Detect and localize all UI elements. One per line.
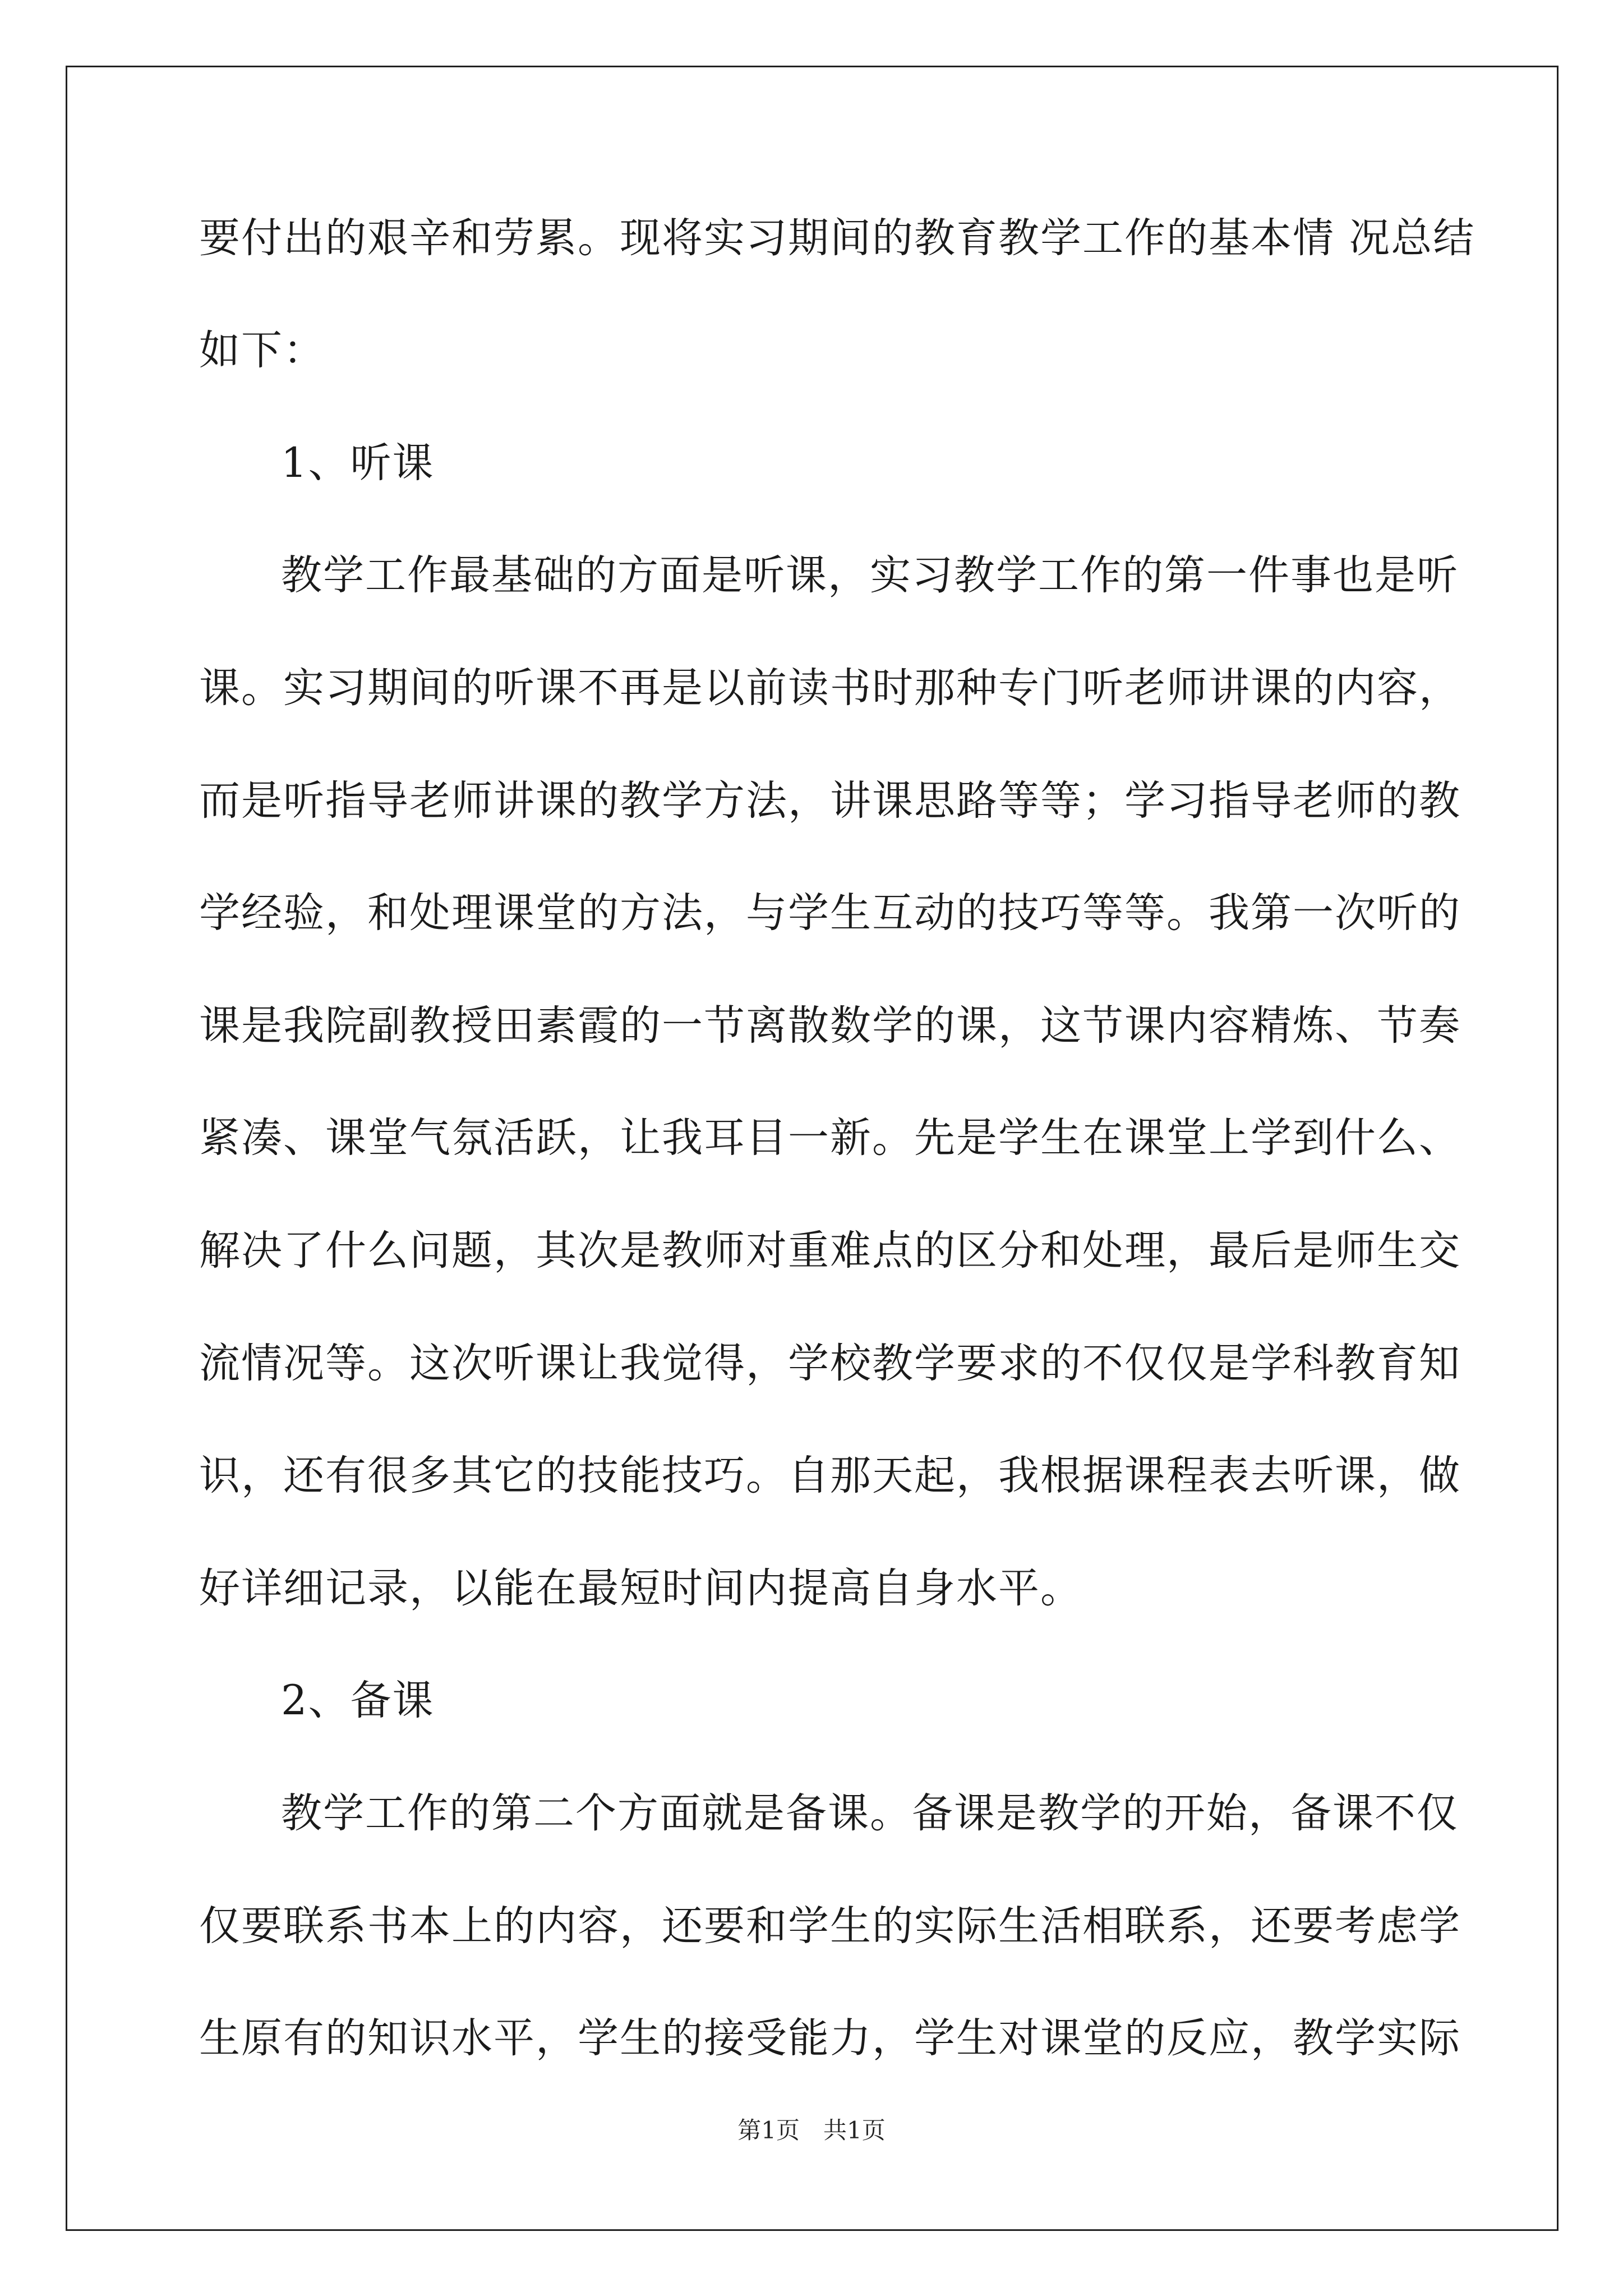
- section-heading: 2、备课: [281, 1677, 435, 1724]
- text-line: 教学工作最基础的方面是听课，实习教学工作的第一件事也是听: [281, 551, 1459, 599]
- text-line: 而是听指导老师讲课的教学方法，讲课思路等等；学习指导老师的教: [199, 777, 1461, 825]
- text-line: 好详细记录，以能在最短时间内提高自身水平。: [199, 1565, 1082, 1612]
- text-line: 解决了什么问题，其次是教师对重难点的区分和处理，最后是师生交: [199, 1227, 1461, 1274]
- section-heading: 1、听课: [281, 439, 435, 487]
- text-line: 要付出的艰辛和劳累。现将实习期间的教育教学工作的基本情 况总结: [199, 214, 1476, 262]
- text-line: 仅要联系书本上的内容，还要和学生的实际生活相联系，还要考虑学: [199, 1902, 1461, 1950]
- text-line: 流情况等。这次听课让我觉得，学校教学要求的不仅仅是学科教育知: [199, 1340, 1461, 1387]
- text-line: 如下：: [199, 326, 325, 374]
- text-line: 识，还有很多其它的技能技巧。自那天起，我根据课程表去听课，做: [199, 1452, 1461, 1499]
- text-line: 紧凑、课堂气氛活跃，让我耳目一新。先是学生在课堂上学到什么、: [199, 1114, 1461, 1162]
- text-line: 学经验，和处理课堂的方法，与学生互动的技巧等等。我第一次听的: [199, 889, 1461, 937]
- text-line: 教学工作的第二个方面就是备课。备课是教学的开始，备课不仅: [281, 1789, 1459, 1837]
- text-line: 生原有的知识水平，学生的接受能力，学生对课堂的反应，教学实际: [199, 2014, 1461, 2062]
- text-line: 课。实习期间的听课不再是以前读书时那种专门听老师讲课的内容，: [199, 664, 1461, 712]
- page-number: 第1页 共1页: [737, 2116, 886, 2144]
- text-line: 课是我院副教授田素霞的一节离散数学的课，这节课内容精炼、节奏: [199, 1002, 1461, 1050]
